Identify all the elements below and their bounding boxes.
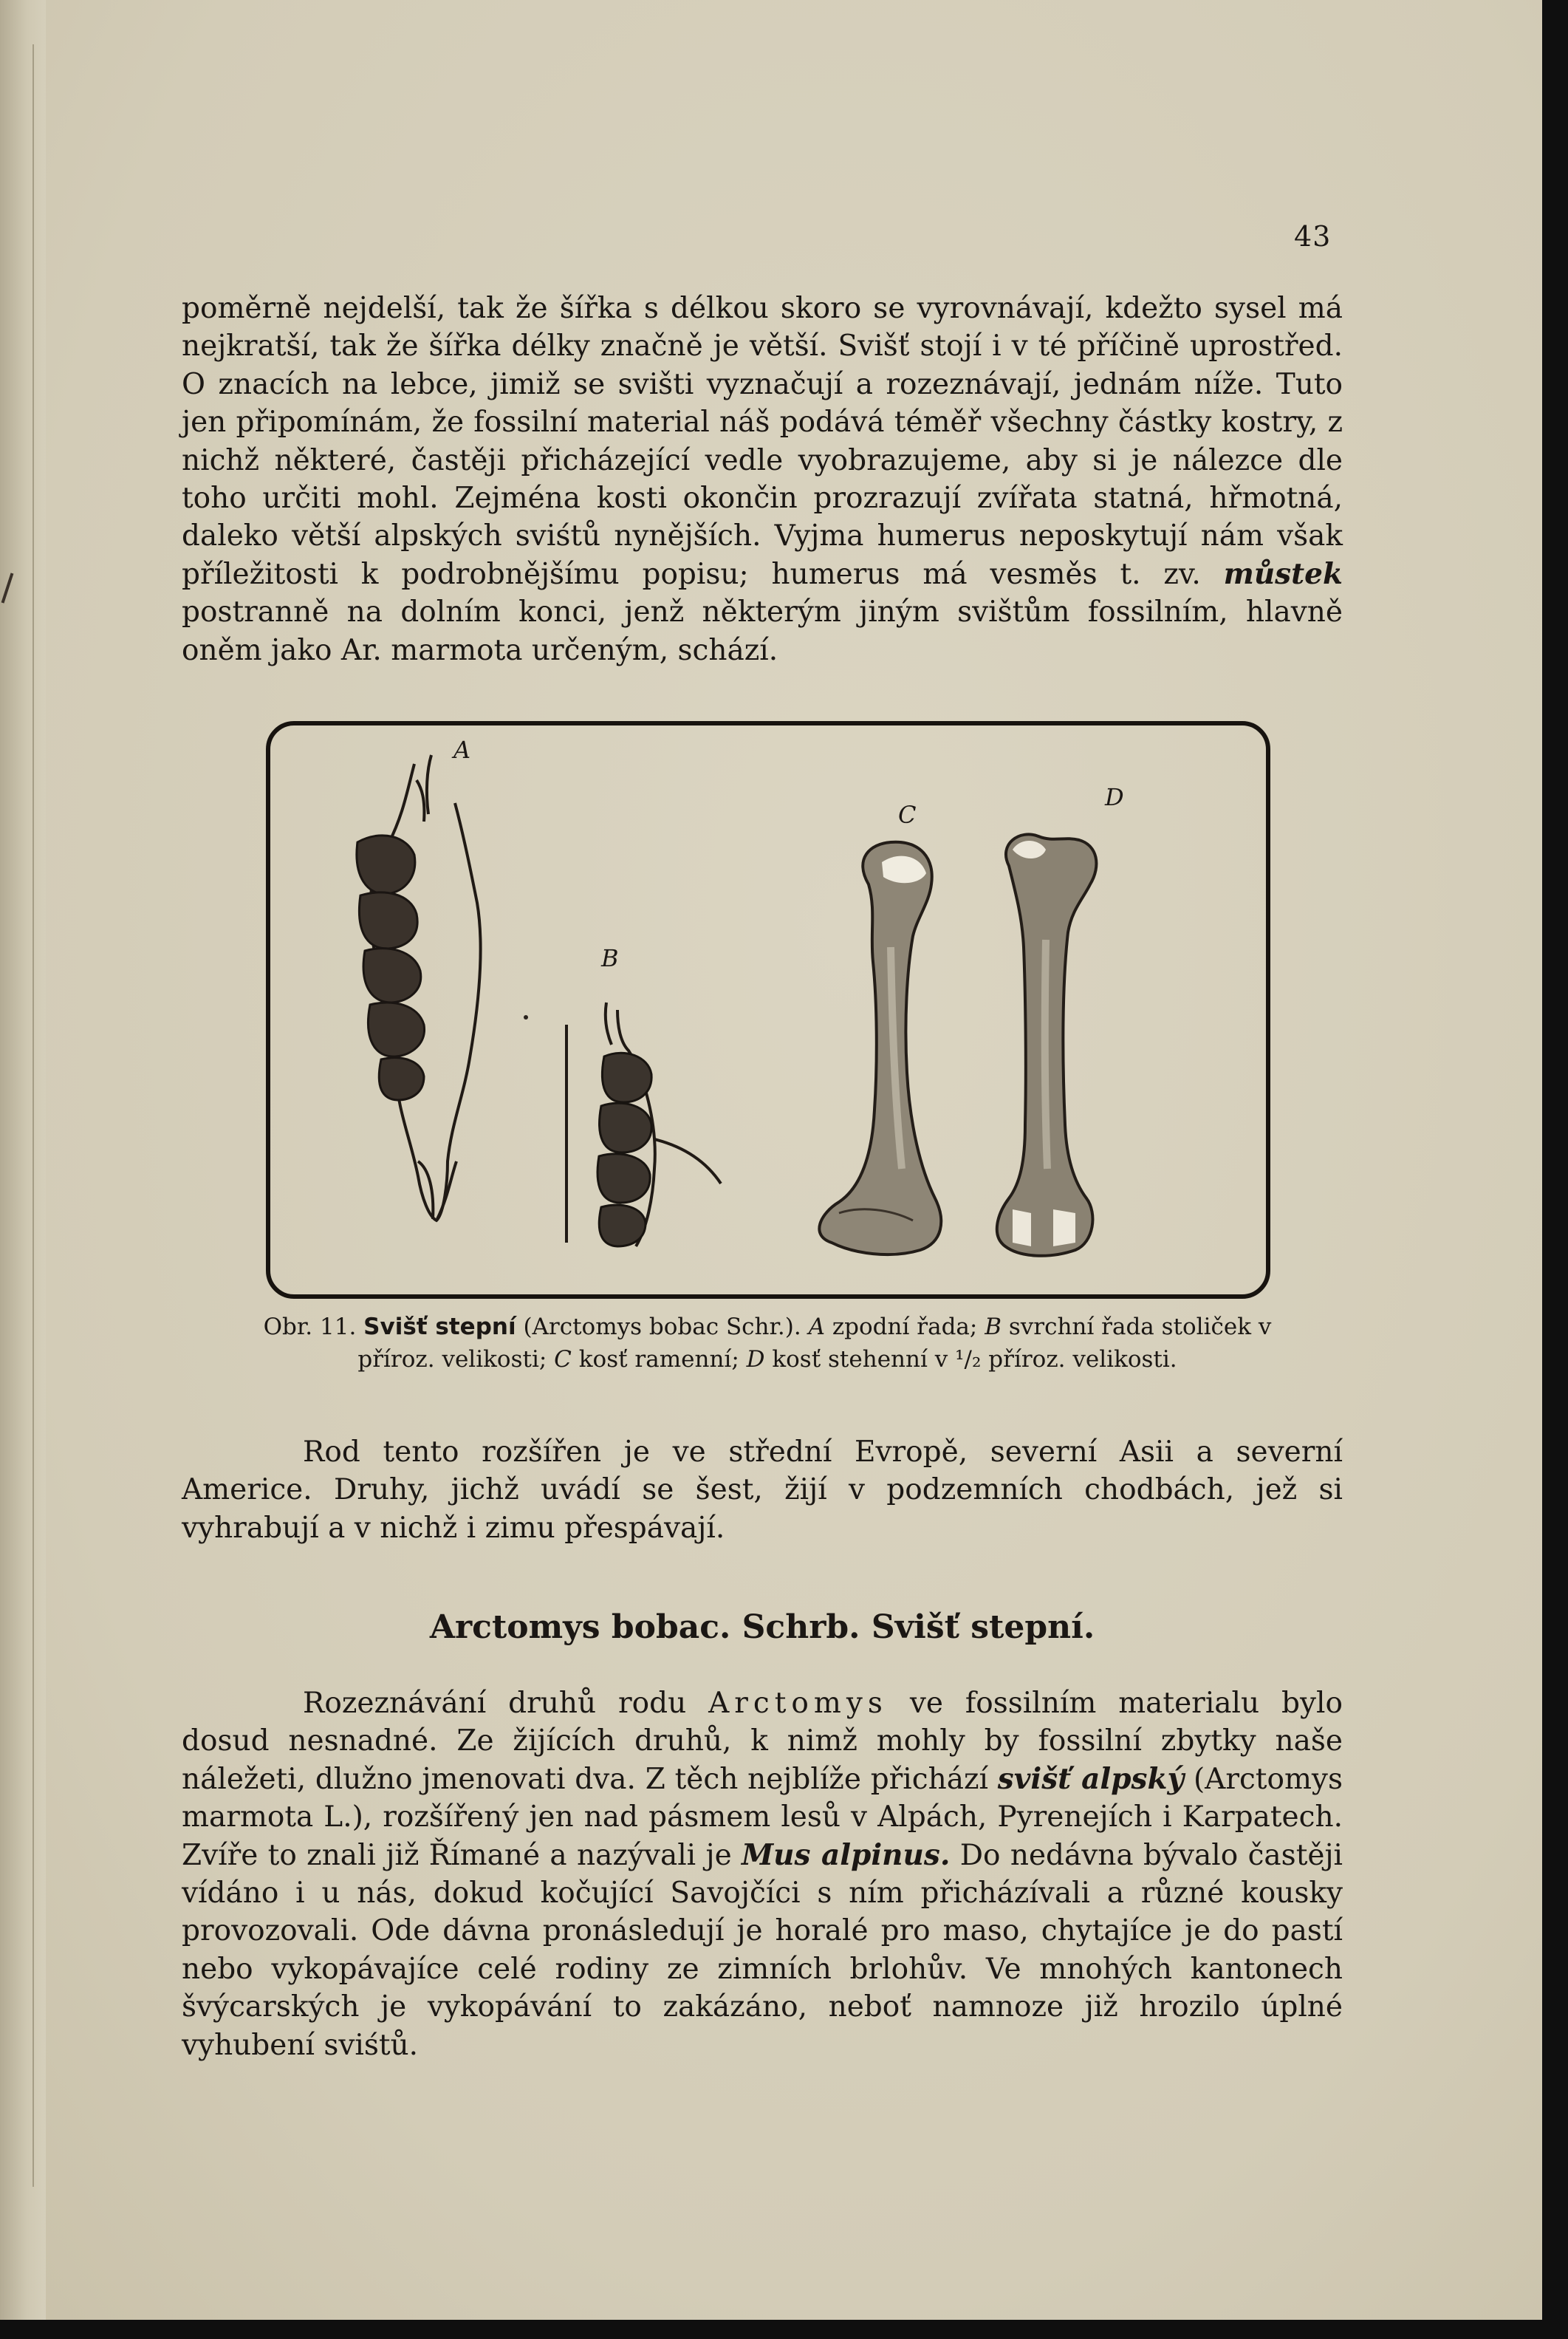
paragraph-1 (182, 290, 1343, 669)
caption-d-label: D (746, 1346, 765, 1373)
gutter-crease (32, 44, 34, 2187)
paragraph-3-italic-1: svišť alpský (997, 1761, 1185, 1796)
upper-molar-teeth (598, 1053, 651, 1246)
page-gutter (0, 0, 46, 2320)
caption-fraction: ¹/₂ (955, 1346, 982, 1373)
caption-title: Svišť stepní (363, 1314, 516, 1340)
caption-b-text: svrchní řada stoliček v příroz. velikosti; (357, 1314, 1272, 1373)
caption-b-label: B (985, 1314, 1002, 1340)
caption-number: Obr. 11. (263, 1314, 357, 1340)
caption-end-text: příroz. velikosti. (988, 1346, 1177, 1373)
paragraph-3 (182, 1684, 1343, 2064)
paragraph-3-text-d: Do nedávna bývalo častěji vídáno i u nás, dokud kočující Savojčíci s ním přicházívali a různé kousky provozovali. Ode dávna pronásledují je horalé pro maso, chytajíce je do pastí nebo vykopávajíce celé rodiny ze zimních brlohův. Ve mnohých kantonech švýcarských je vykopávání to zakázáno, neboť namnoze již hrozilo úplné vyhubení sviśtů. (182, 1838, 1343, 2062)
caption-c-text: kosť ramenní; (578, 1346, 739, 1373)
paragraph-1-text-b: postranně na dolním konci, jenž některým jiným svištům fossilním, hlavně oněm jako Ar. marmota určeným, schází. (182, 595, 1343, 667)
caption-d-text: kosť stehenní v (772, 1346, 948, 1373)
section-heading (182, 1608, 1343, 1646)
caption-c-label: C (554, 1346, 572, 1373)
figure-caption (244, 1311, 1291, 1376)
scan-border-right (1542, 0, 1568, 2339)
page-number: 43 (1294, 220, 1332, 253)
heading-author: Schrb. (742, 1608, 860, 1646)
femur-drawing (997, 834, 1097, 1255)
caption-species: (Arctomys bobac Schr.). (523, 1314, 801, 1340)
paragraph-1-text-a: poměrně nejdelší, tak že šířka s délkou skoro se vyrovnávají, kdežto sysel má nejkratší, tak že šířka délky značně je větší. Svišť stojí i v té příčině uprostřed. O znacích na lebce, jimiž se svišti vyznačují a rozeznávají, jednám níže. Tuto jen připomínám, že fossilní material náš podává téměř všechny částky kostry, z nichž některé, častěji přicházející vedle vyobrazujeme, aby si je nálezce dle toho určiti mohl. Zejména kosti okončin prozrazují zvířata statná, hřmotná, daleko větší alpských sviśtů nynějších. Vyjma humerus neposkytují nám však příležitosti k podrobnějšímu popisu; humerus má vesměs t. zv. (182, 292, 1343, 591)
paragraph-3-italic-2: Mus alpinus. (742, 1837, 951, 1872)
figure-label-b: B (601, 944, 619, 972)
figure-label-c: C (898, 801, 917, 829)
caption-a-text: zpodní řada; (832, 1314, 978, 1340)
lower-jaw-teeth (357, 836, 425, 1100)
heading-genus: Arctomys bobac. (429, 1608, 731, 1646)
paragraph-1-italic-term: můstek (1223, 556, 1343, 591)
specimen-dot (524, 1015, 528, 1020)
humerus-drawing (819, 842, 941, 1254)
figure-label-d: D (1105, 783, 1124, 811)
scan-border-bottom (0, 2320, 1568, 2339)
paragraph-2: Rod tento rozšířen je ve střední Evropě, severní Asii a severní Americe. Druhy, jichž uvádí se šest, žijí v podzemních chodbách, jež si vyhrabují a v nichž i zimu přespávají. (182, 1435, 1343, 1545)
paragraph-3-genus: Arctomys (708, 1687, 888, 1720)
paragraph-3-text-a: Rozeznávání druhů rodu (303, 1687, 687, 1720)
caption-a-label: A (808, 1314, 825, 1340)
figure-label-a: A (453, 736, 471, 764)
paragraph-3-text-b: ve fossilním materialu bylo dosud nesnadné. Ze žijících druhů, k nimž mohly by fossilní zbytky naše náležeti, dlužno jmenovati dva. Z těch nejblíže přichází (182, 1687, 1343, 1796)
heading-common-name: Svišť stepní. (871, 1608, 1095, 1646)
figure-frame (266, 721, 1270, 1299)
paragraph-3-text-c: (Arctomys marmota L.), rozšířený jen nad pásmem lesů v Alpách, Pyrenejích i Karpatech. Zvíře to znali již Římané a nazývali je (182, 1762, 1343, 1872)
